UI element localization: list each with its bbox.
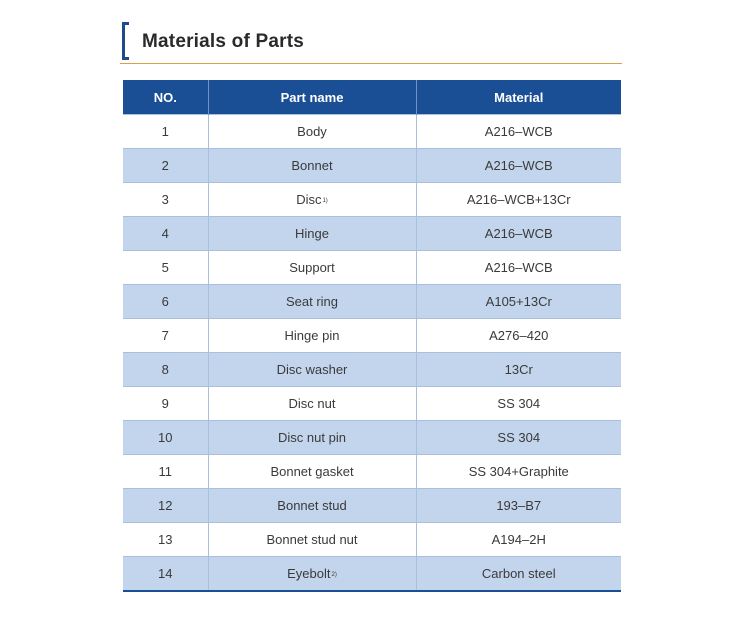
page-title: Materials of Parts — [142, 31, 304, 52]
cell-no: 4 — [123, 217, 208, 251]
part-name-text: Disc nut — [288, 395, 336, 411]
cell-no: 13 — [123, 523, 208, 557]
table-row — [123, 319, 621, 353]
table-row — [123, 251, 621, 285]
cell-no: 9 — [123, 387, 208, 421]
cell-no: 14 — [123, 557, 208, 592]
cell-material: A194–2H — [416, 523, 621, 557]
table-row — [123, 455, 621, 489]
part-name-text: Bonnet stud nut — [266, 531, 358, 547]
table-row — [123, 557, 621, 592]
part-name-text: Disc washer — [276, 361, 348, 377]
cell-part-name — [208, 115, 416, 149]
cell-part-name — [208, 285, 416, 319]
header-part-name: Part name — [208, 80, 416, 115]
cell-material: A216–WCB — [416, 115, 621, 149]
cell-no: 12 — [123, 489, 208, 523]
footnote-marker: 2) — [331, 571, 337, 578]
part-name-text: Hinge pin — [284, 327, 340, 343]
header-no: NO. — [123, 80, 208, 115]
part-name-text: Seat ring — [285, 293, 339, 309]
cell-material: A216–WCB — [416, 149, 621, 183]
part-name-text: Bonnet gasket — [270, 463, 354, 479]
part-name-text: Disc nut pin — [278, 429, 346, 445]
part-name-text: Bonnet — [291, 157, 333, 173]
cell-part-name — [208, 557, 416, 592]
table-row — [123, 149, 621, 183]
cell-material: 193–B7 — [416, 489, 621, 523]
cell-part-name — [208, 523, 416, 557]
cell-material: A105+13Cr — [416, 285, 621, 319]
cell-material: SS 304 — [416, 387, 621, 421]
cell-part-name — [208, 149, 416, 183]
table-row — [123, 285, 621, 319]
part-name-text: Hinge — [295, 225, 329, 241]
cell-part-name — [208, 183, 416, 217]
cell-material: SS 304 — [416, 421, 621, 455]
table-row — [123, 523, 621, 557]
table-row — [123, 421, 621, 455]
cell-part-name — [208, 387, 416, 421]
cell-part-name — [208, 319, 416, 353]
cell-material: 13Cr — [416, 353, 621, 387]
cell-no: 2 — [123, 149, 208, 183]
cell-part-name — [208, 251, 416, 285]
part-name-text: Support — [289, 259, 335, 275]
cell-part-name — [208, 353, 416, 387]
part-name-text: Eyebolt — [287, 565, 331, 581]
footnote-marker: 1) — [322, 197, 328, 204]
cell-part-name — [208, 421, 416, 455]
cell-material: Carbon steel — [416, 557, 621, 592]
cell-material: A276–420 — [416, 319, 621, 353]
table-row — [123, 387, 621, 421]
cell-material: A216–WCB+13Cr — [416, 183, 621, 217]
title-bracket-icon — [122, 22, 129, 60]
table-row — [123, 183, 621, 217]
cell-material: A216–WCB — [416, 217, 621, 251]
cell-material: A216–WCB — [416, 251, 621, 285]
cell-no: 7 — [123, 319, 208, 353]
part-name-text: Bonnet stud — [277, 497, 347, 513]
cell-part-name — [208, 217, 416, 251]
table-row — [123, 489, 621, 523]
part-name-text: Disc — [296, 191, 322, 207]
cell-material: SS 304+Graphite — [416, 455, 621, 489]
cell-no: 10 — [123, 421, 208, 455]
section-title-bar — [120, 22, 622, 64]
table-row — [123, 353, 621, 387]
header-material: Material — [416, 80, 621, 115]
table-row — [123, 217, 621, 251]
cell-no: 11 — [123, 455, 208, 489]
materials-table — [123, 80, 621, 592]
part-name-text: Body — [297, 123, 327, 139]
table-row — [123, 115, 621, 149]
cell-part-name — [208, 455, 416, 489]
cell-no: 8 — [123, 353, 208, 387]
cell-no: 5 — [123, 251, 208, 285]
table-header-row — [123, 80, 621, 115]
cell-no: 1 — [123, 115, 208, 149]
cell-part-name — [208, 489, 416, 523]
cell-no: 3 — [123, 183, 208, 217]
cell-no: 6 — [123, 285, 208, 319]
